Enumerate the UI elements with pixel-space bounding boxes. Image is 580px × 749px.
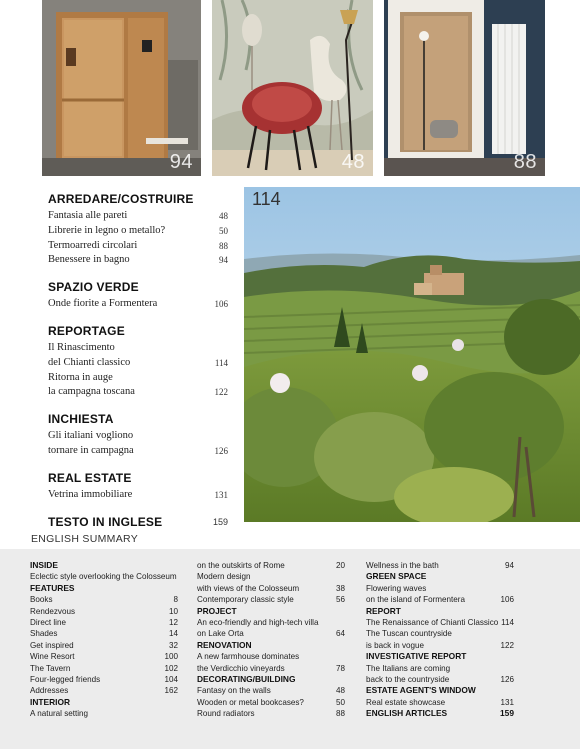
summary-section-heading[interactable] (366, 685, 514, 696)
summary-entry[interactable] (197, 628, 345, 639)
summary-entry[interactable] (30, 571, 178, 582)
summary-entry[interactable] (30, 663, 178, 674)
summary-entry-text: Four-legged friends (30, 675, 101, 685)
toc-entry-text: del Chianti classico (48, 356, 131, 368)
summary-entry-text: on the outskirts of Rome (197, 561, 285, 570)
summary-entry-text: The Italians are coming (366, 663, 451, 673)
summary-entry[interactable] (30, 628, 178, 639)
summary-column-1 (30, 560, 178, 720)
toc-entry-page: 114 (214, 357, 228, 368)
summary-entry-text: with views of the Colosseum (197, 583, 300, 593)
thumbnail-wallpaper[interactable] (212, 0, 373, 176)
photo-page-number: 114 (252, 189, 281, 209)
summary-entry-text: PROJECT (197, 605, 237, 616)
thumbnail-page-number: 88 (513, 151, 537, 173)
summary-entry[interactable] (366, 583, 514, 594)
summary-entry[interactable] (30, 606, 178, 617)
summary-entry-text: The Renaissance of Chianti Classico (366, 618, 499, 628)
summary-entry[interactable] (197, 651, 345, 662)
summary-column-3 (366, 560, 514, 720)
summary-entry-text: Fantasy on the walls (197, 686, 271, 696)
summary-entry-text: Modern design (197, 572, 251, 582)
summary-entry[interactable] (30, 617, 178, 628)
toc-entry[interactable] (48, 515, 228, 530)
wallpaper-photo (212, 0, 373, 176)
summary-entry-page: 162 (164, 686, 178, 696)
summary-entry[interactable] (197, 571, 345, 582)
summary-entry-text: Wine Resort (30, 652, 75, 662)
summary-entry-text: Flowering waves (366, 583, 427, 593)
summary-entry-page: 88 (335, 709, 345, 719)
summary-entry-text: INSIDE (30, 560, 58, 570)
summary-section-heading[interactable] (366, 571, 514, 582)
summary-entry-page: 12 (168, 618, 178, 628)
summary-entry[interactable] (197, 583, 345, 594)
summary-entry-text: DECORATING/BUILDING (197, 674, 296, 685)
summary-entry-text: INTERIOR (30, 696, 71, 707)
summary-entry-text: REPORT (366, 605, 401, 616)
summary-entry-text: Direct line (30, 618, 66, 628)
summary-entry[interactable] (366, 628, 514, 639)
summary-entry[interactable] (366, 697, 514, 708)
toc-section-title: TESTO IN INGLESE (48, 515, 163, 530)
table-of-contents (48, 192, 228, 541)
summary-entry-page: 122 (500, 640, 514, 650)
summary-entry[interactable] (366, 640, 514, 651)
thumbnail-sauna[interactable] (42, 0, 201, 176)
summary-entry-text: Shades (30, 629, 58, 639)
toc-entry-text: Termoarredi circolari (48, 239, 138, 251)
thumbnail-page-number: 94 (169, 151, 193, 173)
summary-entry-text: Wooden or metal bookcases? (197, 697, 304, 707)
toc-section-title: SPAZIO VERDE (48, 280, 139, 295)
summary-entry-page: 20 (335, 561, 345, 570)
summary-entry-text: ESTATE AGENT'S WINDOW (366, 685, 476, 696)
toc-entry[interactable] (48, 253, 228, 268)
summary-entry-page: 38 (335, 583, 345, 593)
toc-entry[interactable] (48, 356, 228, 371)
toc-entry[interactable] (48, 209, 228, 224)
summary-entry-page: 48 (335, 686, 345, 696)
toc-entry-page: 94 (219, 255, 228, 266)
summary-entry-page: 32 (168, 640, 178, 650)
toc-entry-text: Onde fiorite a Formentera (48, 298, 158, 310)
toc-entry-text: Ritorna in auge (48, 371, 113, 383)
sauna-photo (42, 0, 201, 176)
summary-entry[interactable] (366, 663, 514, 674)
summary-entry[interactable] (197, 617, 345, 628)
toc-entry-text: Vetrina immobiliare (48, 488, 133, 500)
english-summary-panel (0, 549, 580, 749)
toc-entry[interactable] (48, 385, 228, 400)
summary-entry-page: 64 (335, 629, 345, 639)
summary-entry-page: 10 (168, 606, 178, 616)
summary-entry-text: Real estate showcase (366, 697, 446, 707)
summary-section-heading[interactable] (366, 708, 514, 719)
toc-section-testo-inglese[interactable] (48, 515, 228, 530)
summary-entry-page: 94 (504, 561, 514, 570)
toc-entry-page: 106 (214, 299, 228, 310)
toc-entry-page: 122 (214, 387, 228, 398)
summary-entry-text: A natural setting (30, 709, 89, 719)
toc-entry-page: 159 (212, 516, 228, 527)
summary-entry-text: on Lake Orta (197, 629, 244, 639)
toc-section-title: REPORTAGE (48, 323, 125, 338)
toc-entry[interactable] (48, 239, 228, 254)
toc-entry-page: 126 (214, 445, 228, 456)
toc-entry-text: Librerie in legno o metallo? (48, 224, 166, 236)
summary-entry-page: 14 (168, 629, 178, 639)
thumbnail-radiator[interactable] (384, 0, 545, 176)
summary-entry[interactable] (366, 594, 514, 605)
summary-column-2 (197, 560, 345, 720)
summary-entry[interactable] (30, 685, 178, 696)
summary-entry-text: Round radiators (197, 709, 255, 719)
summary-entry-text: ENGLISH ARTICLES (366, 708, 448, 719)
summary-entry[interactable] (197, 697, 345, 708)
chianti-landscape-photo[interactable] (244, 187, 580, 522)
toc-entry[interactable] (48, 297, 228, 312)
summary-section-heading[interactable] (366, 651, 514, 662)
toc-entry-text: Fantasia alle pareti (48, 210, 128, 221)
summary-entry-page: 8 (173, 595, 178, 605)
radiator-photo (384, 0, 545, 176)
toc-entry[interactable] (48, 341, 228, 356)
toc-entry-page: 131 (214, 489, 228, 500)
thumbnail-page-number: 48 (341, 151, 365, 173)
toc-section-real-estate (48, 471, 228, 503)
summary-entry-text: FEATURES (30, 582, 75, 593)
summary-entry-text: INVESTIGATIVE REPORT (366, 651, 467, 662)
summary-section-heading[interactable] (197, 640, 345, 651)
toc-entry[interactable] (48, 429, 228, 444)
summary-entry-page: 100 (164, 652, 178, 662)
summary-entry-text: Books (30, 595, 53, 605)
summary-entry[interactable] (197, 594, 345, 605)
summary-entry-page: 131 (500, 697, 514, 707)
summary-entry-text: The Tuscan countryside (366, 629, 452, 639)
toc-entry[interactable] (48, 224, 228, 239)
summary-section-heading[interactable] (366, 606, 514, 617)
summary-entry-text: Contemporary classic style (197, 595, 294, 605)
summary-entry-text: the Verdicchio vineyards (197, 663, 285, 673)
toc-section-reportage (48, 324, 228, 400)
summary-entry-text: Get inspired (30, 640, 74, 650)
summary-entry-page: 102 (164, 663, 178, 673)
summary-entry-text: GREEN SPACE (366, 571, 427, 582)
summary-entry[interactable] (197, 560, 345, 571)
toc-section-spazio-verde (48, 280, 228, 312)
summary-entry-text: on the island of Formentera (366, 595, 465, 605)
summary-entry-text: Rendezvous (30, 606, 75, 616)
summary-entry-text: A new farmhouse dominates (197, 652, 300, 662)
summary-entry[interactable] (30, 674, 178, 685)
english-summary-title: ENGLISH SUMMARY (31, 533, 138, 545)
toc-section-title: REAL ESTATE (48, 470, 132, 485)
summary-entry-text: Addresses (30, 686, 69, 696)
toc-entry-page: 50 (219, 225, 228, 236)
summary-entry-text: RENOVATION (197, 639, 252, 650)
summary-entry-text: An eco-friendly and high-tech villa (197, 618, 319, 628)
summary-entry-text: is back in vogue (366, 640, 425, 650)
summary-entry[interactable] (197, 685, 345, 696)
summary-entry[interactable] (366, 560, 514, 571)
summary-entry[interactable] (30, 708, 178, 719)
summary-section-heading[interactable] (30, 697, 178, 708)
summary-entry-page: 104 (164, 675, 178, 685)
summary-entry[interactable] (197, 663, 345, 674)
summary-entry-page: 114 (501, 618, 514, 628)
summary-entry[interactable] (30, 640, 178, 651)
summary-section-heading[interactable] (197, 674, 345, 685)
summary-entry-text: back to the countryside (366, 675, 450, 685)
summary-section-heading[interactable] (30, 560, 178, 571)
toc-entry-text: tornare in campagna (48, 444, 134, 456)
toc-entry-page: 48 (219, 211, 228, 221)
summary-entry-text: The Tavern (30, 663, 71, 673)
toc-entry[interactable] (48, 488, 228, 503)
toc-section-inchiesta (48, 412, 228, 459)
summary-entry-page: 159 (500, 708, 514, 719)
summary-entry[interactable] (30, 651, 178, 662)
summary-entry[interactable] (366, 617, 514, 628)
summary-entry-page: 126 (500, 675, 514, 685)
toc-section-title: INCHIESTA (48, 412, 114, 427)
summary-entry-page: 50 (335, 697, 345, 707)
summary-entry-text: Eclectic style overlooking the Colosseum (30, 572, 177, 582)
toc-entry[interactable] (48, 371, 228, 386)
toc-section-arredare (48, 192, 228, 268)
summary-entry[interactable] (30, 594, 178, 605)
landscape-image (244, 187, 580, 522)
toc-entry-text: Gli italiani vogliono (48, 430, 134, 442)
summary-entry[interactable] (197, 708, 345, 719)
summary-section-heading[interactable] (30, 583, 178, 594)
summary-entry-text: Wellness in the bath (366, 561, 439, 570)
summary-entry[interactable] (366, 674, 514, 685)
summary-section-heading[interactable] (197, 606, 345, 617)
toc-entry-text: la campagna toscana (48, 386, 135, 398)
summary-entry-page: 56 (335, 595, 345, 605)
toc-entry[interactable] (48, 444, 228, 459)
summary-entry-page: 106 (500, 595, 514, 605)
toc-entry-text: Il Rinascimento (48, 341, 115, 353)
summary-entry-page: 78 (335, 663, 345, 673)
toc-entry-page: 88 (219, 240, 228, 251)
toc-entry-text: Benessere in bagno (48, 254, 130, 266)
toc-section-title: ARREDARE/COSTRUIRE (48, 192, 194, 206)
